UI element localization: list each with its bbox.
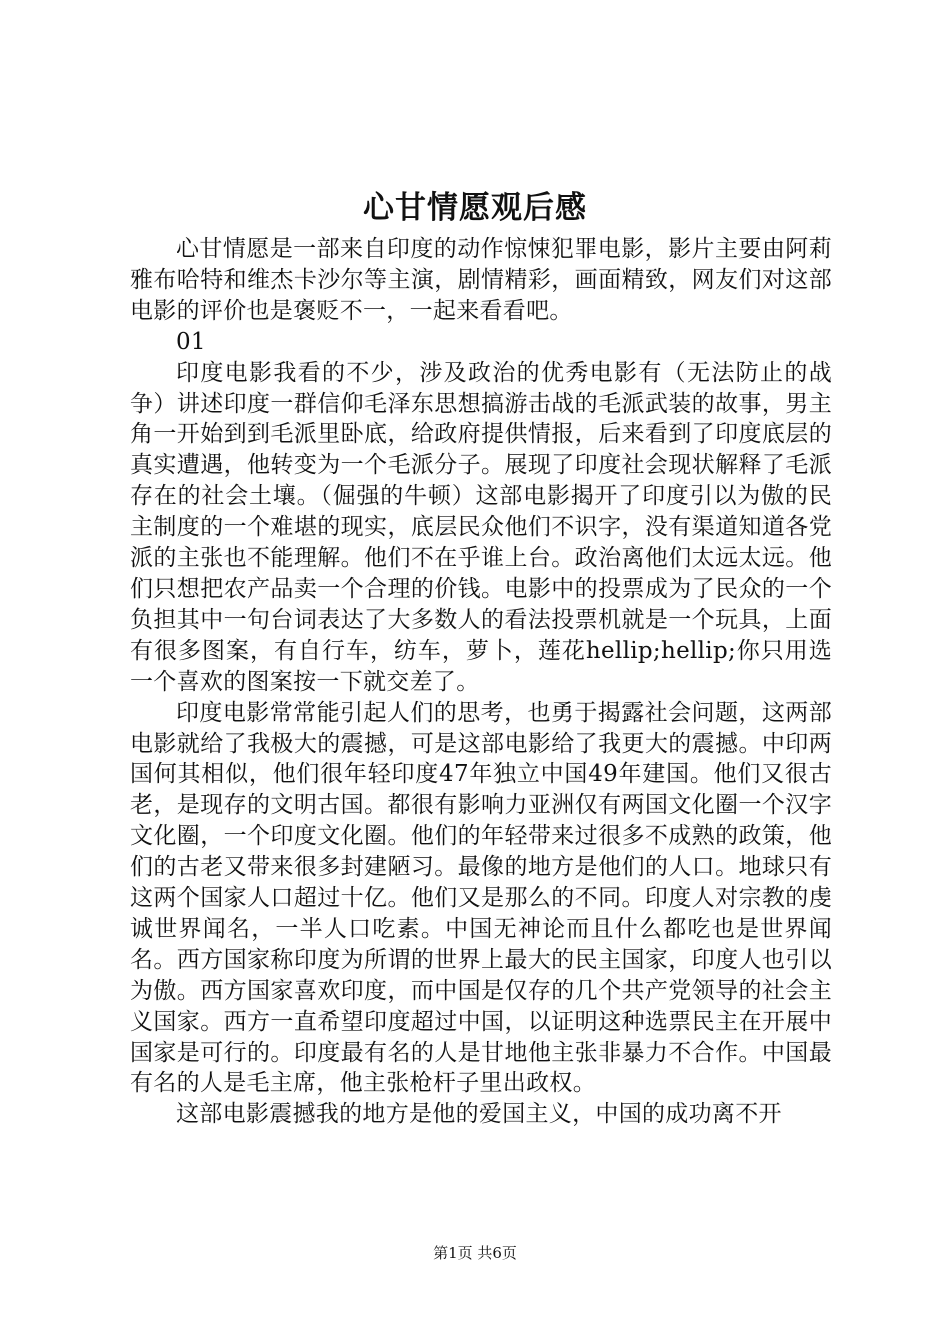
paragraph-indian-films: 印度电影我看的不少，涉及政治的优秀电影有（无法防止的战争）讲述印度一群信仰毛泽东思想搞游击战的毛派武装的故事，男主角一开始到到毛派里卧底，给政府提供情报，后来看到了印度底层的真实遭遇，他转变为一个毛派分子。展现了印度社会现状解释了毛派存在的社会土壤。（倔强的牛顿）这部电影揭开了印度引以为傲的民主制度的一个难堪的现实，底层民众他们不识字，没有渠道知道各党派的主张也不能理解。他们不在乎谁上台。政治离他们太远太远。他们只想把农产品卖一个合理的价钱。电影中的投票成为了民众的一个负担其中一句台词表达了大多数人的看法投票机就是一个玩具，上面有很多图案，有自行车，纺车，萝卜，莲花hellip;hellip;你只用选一个喜欢的图案按一下就交差了。 — [130, 359, 832, 695]
document-title: 心甘情愿观后感 — [363, 190, 587, 226]
paragraph-china-india: 印度电影常常能引起人们的思考，也勇于揭露社会问题，这两部电影就给了我极大的震撼，可是这部电影给了我更大的震撼。中印两国何其相似，他们很年轻印度47年独立中国49年建国。他们又很古老，是现存的文明古国。都很有影响力亚洲仅有两国文化圈一个汉字文化圈，一个印度文化圈。他们的年轻带来过很多不成熟的政策，他们的古老又带来很多封建陋习。最像的地方是他们的人口。地球只有这两个国家人口超过十亿。他们又是那么的不同。印度人对宗教的虔诚世界闻名，一半人口吃素。中国无神论而且什么都吃也是世界闻名。西方国家称印度为所谓的世界上最大的民主国家，印度人也引以为傲。西方国家喜欢印度，而中国是仅存的几个共产党领导的社会主义国家。西方一直希望印度超过中国，以证明这种选票民主在开展中国家是可行的。印度最有名的人是甘地他主张非暴力不合作。中国最有名的人是毛主席，他主张枪杆子里出政权。 — [130, 699, 832, 1097]
section-number: 01 — [176, 328, 206, 355]
document-body — [130, 234, 832, 1130]
paragraph-patriotism: 这部电影震撼我的地方是他的爱国主义，中国的成功离不开 — [176, 1101, 782, 1128]
page-footer: 第1页 共6页 — [433, 1244, 517, 1262]
paragraph-intro: 心甘情愿是一部来自印度的动作惊悚犯罪电影，影片主要由阿莉雅布哈特和维杰卡沙尔等主演，剧情精彩，画面精致，网友们对这部电影的评价也是褒贬不一，一起来看看吧。 — [130, 236, 832, 324]
